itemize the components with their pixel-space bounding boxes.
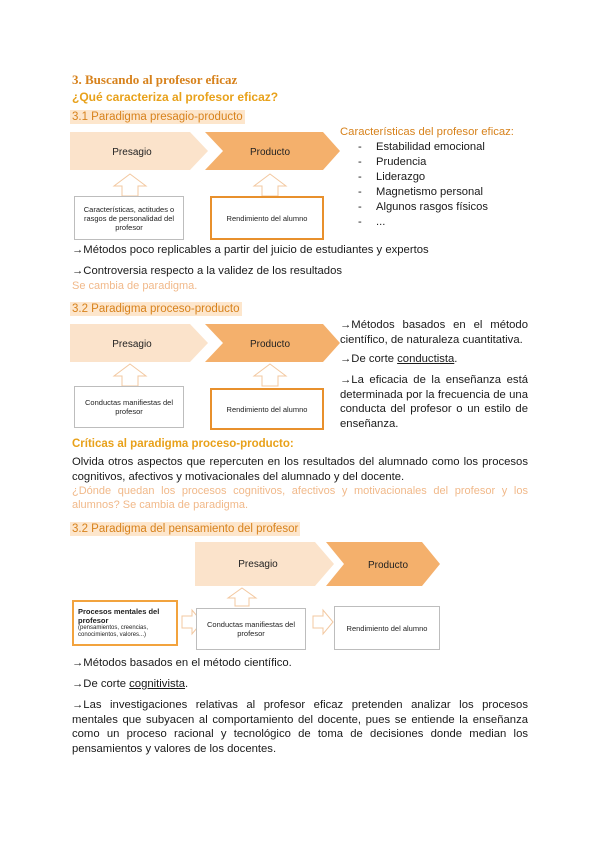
p2-conductista: conductista: [397, 353, 455, 365]
box-rendimiento-text: Rendimiento del alumno: [226, 213, 308, 223]
section2-p3: →La eficacia de la enseñanza está determinada por la frecuencia de una conducta del profesor o un estilo de enseñanza.: [340, 374, 528, 430]
up-arrow-mid: [228, 588, 256, 606]
p2-prefix: →De corte: [340, 353, 398, 365]
presagio-label: Presagio: [112, 339, 152, 350]
producto-label: Producto: [249, 339, 291, 350]
box-rendimiento: [210, 196, 324, 240]
list-item: - Magnetismo personal: [358, 185, 488, 200]
p2-prefix: →De corte: [72, 678, 130, 690]
box-conductas-3-text: Conductas manifiestas del profesor: [207, 620, 295, 638]
section3-title: 3.2 Paradigma del pensamiento del profesor: [72, 523, 299, 535]
paradigm-change-1: Se cambia de paradigma.: [72, 280, 198, 292]
box-caracteristicas-text: Características, actitudes o rasgos de personalidad del profesor: [83, 204, 175, 232]
characteristics-title: Características del profesor eficaz:: [340, 126, 514, 138]
section2-p2: [340, 352, 457, 367]
note-controversia: →Controversia respecto a la validez de los resultados: [72, 265, 343, 277]
box-rendimiento-3: [334, 606, 440, 650]
question-heading: ¿Qué caracteriza al profesor eficaz?: [72, 90, 279, 104]
section2-p1: →Métodos basados en el método científico, de naturaleza cuantitativa.: [340, 319, 528, 346]
criticas-text: Olvida otros aspectos que repercuten en los resultados del alumnado como los procesos cognitivos, afectivos y motivacionales del alumnado y del docente.: [72, 456, 528, 483]
box-caracteristicas: [74, 196, 184, 240]
up-arrow-left: [114, 364, 146, 386]
presagio-label: Presagio: [112, 147, 152, 158]
box-conductas-text: Conductas manifiestas del profesor: [85, 398, 173, 416]
box-procesos-sub: (pensamientos, creencias, conocimientos, valores...): [78, 625, 149, 638]
criticas-title: Críticas al paradigma proceso-producto:: [72, 438, 294, 450]
box-procesos-mentales: [72, 600, 178, 646]
box-rendimiento-2: [210, 388, 324, 430]
up-arrow-right: [254, 364, 286, 386]
section2-title: 3.2 Paradigma proceso-producto: [72, 303, 240, 315]
up-arrow-left: [114, 174, 146, 196]
presagio-label: Presagio: [238, 559, 278, 570]
p2-suffix: .: [185, 678, 189, 690]
note-replicables: →Métodos poco replicables a partir del juicio de estudiantes y expertos: [72, 244, 429, 256]
criticas-faded: ¿Dónde quedan los procesos cognitivos, afectivos y motivacionales del profesor y los alumnos? Se cambia de paradigma.: [72, 485, 528, 511]
list-item: - Liderazgo: [358, 170, 488, 185]
box-procesos-title: Procesos mentales del profesor: [78, 607, 160, 625]
list-item: - Estabilidad emocional: [358, 140, 488, 155]
list-item: - Prudencia: [358, 155, 488, 170]
section3-p2: [72, 677, 188, 692]
p2-cognitivista: cognitivista: [129, 678, 186, 690]
up-arrow-right: [254, 174, 286, 196]
list-item: - ...: [358, 215, 488, 230]
section3-p1: →Métodos basados en el método científico.: [72, 657, 292, 669]
list-item: - Algunos rasgos físicos: [358, 200, 488, 215]
box-conductas-3: [196, 608, 306, 650]
producto-label: Producto: [367, 560, 409, 571]
section1-title: 3.1 Paradigma presagio-producto: [72, 111, 243, 123]
characteristics-list: [358, 140, 488, 230]
page-heading: 3. Buscando al profesor eficaz: [72, 72, 238, 87]
p2-suffix: .: [454, 353, 458, 365]
box-rendimiento-3-text: Rendimiento del alumno: [346, 623, 428, 633]
box-rendimiento-2-text: Rendimiento del alumno: [226, 404, 308, 414]
box-conductas: [74, 386, 184, 428]
right-arrow-right: [313, 610, 333, 634]
producto-label: Producto: [249, 147, 291, 158]
section3-p3: →Las investigaciones relativas al profesor eficaz pretenden analizar los procesos mentales que subyacen al comportamiento del docente, pues se entiende la enseñanza como un proceso racional y tecnológico de toma de decisiones donde median los pensamientos y valores de los docentes.: [72, 699, 528, 755]
